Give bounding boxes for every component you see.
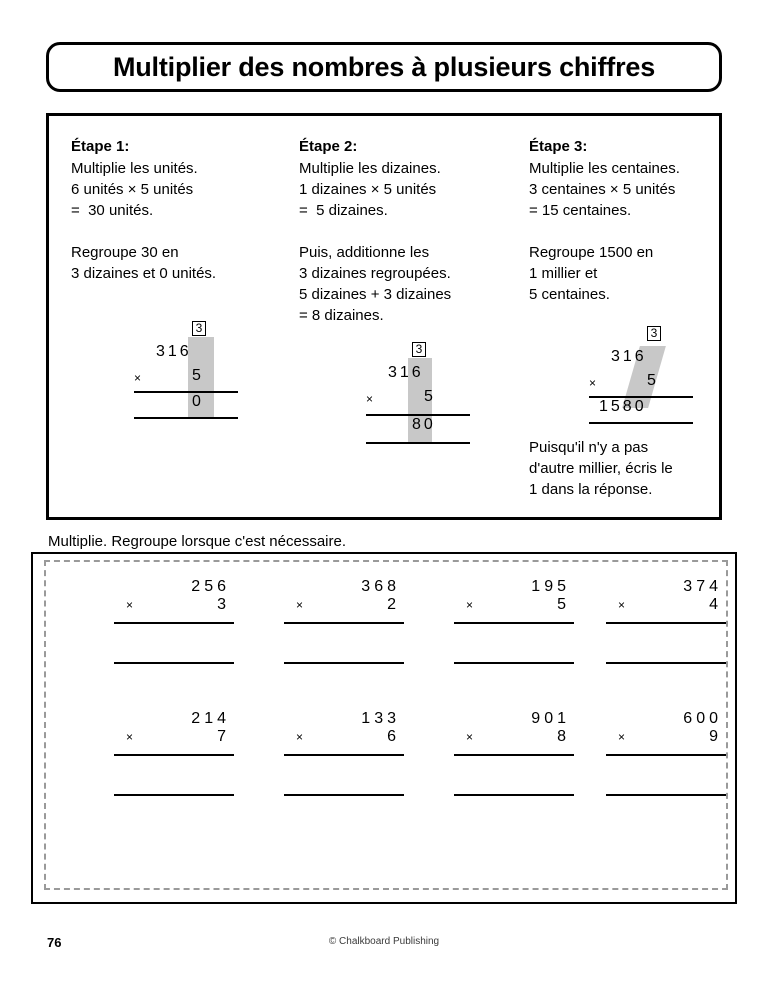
problem-7[interactable] — [454, 710, 574, 796]
problem-1-multiplier-row — [114, 596, 234, 618]
step-3-line-1: Multiplie les centaines. — [529, 160, 680, 177]
problem-5-multiplicand: 214 — [191, 710, 230, 727]
problem-4-multiplier-row — [606, 596, 726, 618]
step-3-multiplicand: 316 — [611, 348, 647, 365]
problem-4[interactable] — [606, 578, 726, 664]
problem-5-rule — [114, 754, 234, 756]
problem-1-rule — [114, 622, 234, 624]
step-3-line-4: Regroupe 1500 en — [529, 244, 654, 261]
problem-7-multiplier: 8 — [557, 728, 570, 745]
problem-5-multiplier: 7 — [217, 728, 230, 745]
problem-7-rule — [454, 754, 574, 756]
step-3-line-2: 3 centaines × 5 unités — [529, 181, 676, 198]
problem-6-multiplier: 6 — [387, 728, 400, 745]
step-1-line-4: Regroupe 30 en — [71, 244, 179, 261]
exercise-panel — [31, 552, 737, 904]
step-2-carry-box: 3 — [412, 342, 426, 357]
step-1-times-symbol: × — [134, 371, 142, 385]
problem-5-multiplier-row — [114, 728, 234, 750]
problem-6-multiplicand: 133 — [361, 710, 400, 727]
problem-6-multiplier-row — [284, 728, 404, 750]
step-1-multiplier: 5 — [192, 367, 204, 384]
step-2-spacer — [299, 221, 515, 242]
problem-8-times-symbol: × — [618, 730, 626, 744]
step-2-line-3: = 5 dizaines. — [299, 202, 388, 219]
step-2-result: 80 — [412, 416, 436, 433]
problem-5-answer-line[interactable] — [114, 794, 234, 796]
step-3-line-6: 5 centaines. — [529, 286, 610, 303]
exercise-dashed-frame — [44, 560, 728, 890]
problem-3-multiplier: 5 — [557, 596, 570, 613]
problem-5-times-symbol: × — [126, 730, 134, 744]
problem-6-times-symbol: × — [296, 730, 304, 744]
step-column-3 — [529, 138, 714, 305]
problem-4-times-symbol: × — [618, 598, 626, 612]
problem-4-multiplier: 4 — [709, 596, 722, 613]
problem-2-multiplier-row — [284, 596, 404, 618]
problem-2-rule — [284, 622, 404, 624]
step-1-line-5: 3 dizaines et 0 unités. — [71, 265, 217, 282]
problem-3[interactable] — [454, 578, 574, 664]
step-3-times-symbol: × — [589, 376, 597, 390]
problem-6-answer-line[interactable] — [284, 794, 404, 796]
step-3-spacer — [529, 221, 714, 242]
step-2-heading: Étape 2: — [299, 138, 358, 155]
step-2-times-symbol: × — [366, 392, 374, 406]
problem-4-multiplicand: 374 — [683, 578, 722, 595]
step-1-line-1: Multiplie les unités. — [71, 160, 198, 177]
problem-5[interactable] — [114, 710, 234, 796]
step-3-rule-lower — [589, 422, 693, 424]
problem-1-multiplicand: 256 — [191, 578, 230, 595]
step-1-line-3: = 30 unités. — [71, 202, 154, 219]
step-column-2 — [299, 138, 515, 326]
step-3-heading: Étape 3: — [529, 138, 588, 155]
problem-3-multiplicand: 195 — [531, 578, 570, 595]
step-3-multiplier: 5 — [647, 372, 659, 389]
step-3-line-8: d'autre millier, écris le — [529, 460, 673, 477]
page-number: 76 — [47, 935, 62, 950]
step-2-line-4: Puis, additionne les — [299, 244, 430, 261]
step-1-rule-upper — [134, 391, 238, 393]
problem-2-multiplicand: 368 — [361, 578, 400, 595]
problem-8-multiplicand: 600 — [683, 710, 722, 727]
problem-1-answer-line[interactable] — [114, 662, 234, 664]
problem-2-answer-line[interactable] — [284, 662, 404, 664]
problem-2-multiplier: 2 — [387, 596, 400, 613]
problem-1-times-symbol: × — [126, 598, 134, 612]
step-column-1 — [71, 138, 291, 284]
step-3-line-9: 1 dans la réponse. — [529, 481, 653, 498]
problem-2[interactable] — [284, 578, 404, 664]
step-3-carry-box: 3 — [647, 326, 661, 341]
step-2-multiplier: 5 — [424, 388, 436, 405]
problem-7-answer-line[interactable] — [454, 794, 574, 796]
step-1-rule-lower — [134, 417, 238, 419]
problem-4-answer-line[interactable] — [606, 662, 726, 664]
step-2-line-7: = 8 dizaines. — [299, 307, 384, 324]
step-3-line-5: 1 millier et — [529, 265, 598, 282]
problem-3-rule — [454, 622, 574, 624]
step-2-rule-lower — [366, 442, 470, 444]
step-1-line-2: 6 unités × 5 unités — [71, 181, 194, 198]
exercise-instruction: Multiplie. Regroupe lorsque c'est nécessaire. — [48, 533, 347, 550]
problem-8-multiplier: 9 — [709, 728, 722, 745]
problem-7-multiplicand: 901 — [531, 710, 570, 727]
problem-7-times-symbol: × — [466, 730, 474, 744]
problem-8-multiplier-row — [606, 728, 726, 750]
problem-8-answer-line[interactable] — [606, 794, 726, 796]
problem-1-multiplier: 3 — [217, 596, 230, 613]
problem-3-answer-line[interactable] — [454, 662, 574, 664]
step-1-heading: Étape 1: — [71, 138, 130, 155]
step-1-multiplicand: 316 — [156, 343, 192, 360]
step-3-multiplication-diagram — [589, 328, 729, 428]
problem-6[interactable] — [284, 710, 404, 796]
page-title: Multiplier des nombres à plusieurs chiffres — [112, 51, 656, 82]
problem-6-rule — [284, 754, 404, 756]
step-2-multiplication-diagram — [366, 344, 496, 449]
copyright-notice: © Chalkboard Publishing — [328, 936, 440, 947]
step-2-multiplicand: 316 — [388, 364, 424, 381]
step-1-multiplication-diagram — [134, 323, 264, 423]
steps-panel — [46, 113, 722, 520]
problem-3-times-symbol: × — [466, 598, 474, 612]
step-3-line-7: Puisqu'il n'y a pas — [529, 439, 649, 456]
step-2-line-6: 5 dizaines + 3 dizaines — [299, 286, 452, 303]
problem-2-times-symbol: × — [296, 598, 304, 612]
page-title-banner — [46, 42, 722, 92]
step-3-conclusion — [529, 437, 719, 500]
step-2-line-5: 3 dizaines regroupées. — [299, 265, 451, 282]
problem-4-rule — [606, 622, 726, 624]
step-2-line-2: 1 dizaines × 5 unités — [299, 181, 437, 198]
problem-3-multiplier-row — [454, 596, 574, 618]
step-2-line-1: Multiplie les dizaines. — [299, 160, 441, 177]
step-1-carry-box: 3 — [192, 321, 206, 336]
step-1-result: 0 — [192, 393, 204, 410]
problem-8[interactable] — [606, 710, 726, 796]
problem-1[interactable] — [114, 578, 234, 664]
step-1-spacer — [71, 221, 291, 242]
step-3-result: 1580 — [599, 398, 647, 415]
problem-8-rule — [606, 754, 726, 756]
problem-7-multiplier-row — [454, 728, 574, 750]
step-3-line-3: = 15 centaines. — [529, 202, 632, 219]
